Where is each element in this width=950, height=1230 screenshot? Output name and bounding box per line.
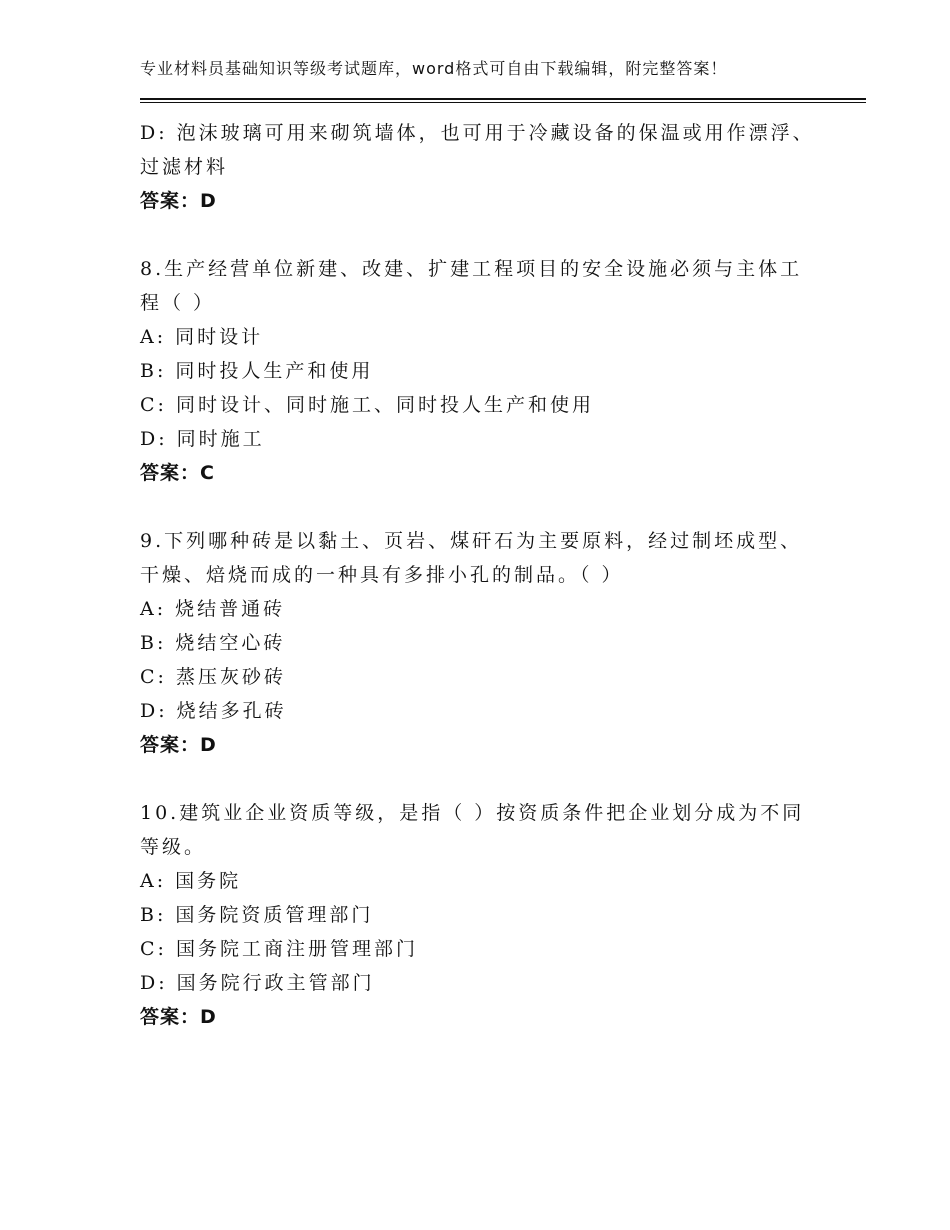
- page-header: 专业材料员基础知识等级考试题库，word格式可自由下载编辑，附完整答案！: [140, 59, 728, 78]
- q8-option-b: B: 同时投人生产和使用: [140, 360, 374, 382]
- header-rule-thick: [140, 98, 866, 100]
- q9-option-c: C: 蒸压灰砂砖: [140, 666, 286, 688]
- q10-stem-line2: 等级。: [140, 836, 207, 858]
- q7-option-d-line1: D: 泡沫玻璃可用来砌筑墙体，也可用于冷藏设备的保温或用作漂浮、: [140, 122, 815, 144]
- q10-option-c: C: 国务院工商注册管理部门: [140, 938, 418, 960]
- q10-stem-line1: 10.建筑业企业资质等级，是指（ ）按资质条件把企业划分成为不同: [140, 802, 805, 824]
- q9-stem-line2: 干燥、焙烧而成的一种具有多排小孔的制品。（ ）: [140, 564, 624, 586]
- q8-option-d: D: 同时施工: [140, 428, 265, 450]
- question-10: [140, 796, 820, 1034]
- spacer: [140, 762, 820, 796]
- q8-answer: 答案：C: [140, 462, 215, 484]
- q9-stem-line1: 9.下列哪种砖是以黏土、页岩、煤矸石为主要原料，经过制坯成型、: [140, 530, 803, 552]
- question-list: [140, 116, 820, 1034]
- q8-stem-line2: 程（ ）: [140, 292, 216, 314]
- q10-option-d: D: 国务院行政主管部门: [140, 972, 375, 994]
- q7-answer: 答案：D: [140, 190, 217, 212]
- q9-option-b: B: 烧结空心砖: [140, 632, 286, 654]
- header-rule-thin: [140, 102, 866, 103]
- q9-option-d: D: 烧结多孔砖: [140, 700, 287, 722]
- question-8: [140, 252, 820, 490]
- q8-option-a: A: 同时设计: [140, 326, 264, 348]
- q9-option-a: A: 烧结普通砖: [140, 598, 286, 620]
- question-9: [140, 524, 820, 762]
- question-7: [140, 116, 820, 218]
- q9-answer: 答案：D: [140, 734, 217, 756]
- q8-stem-line1: 8.生产经营单位新建、改建、扩建工程项目的安全设施必须与主体工: [140, 258, 803, 280]
- q10-option-b: B: 国务院资质管理部门: [140, 904, 374, 926]
- q8-option-c: C: 同时设计、同时施工、同时投人生产和使用: [140, 394, 594, 416]
- q7-option-d-line2: 过滤材料: [140, 156, 229, 178]
- spacer: [140, 490, 820, 524]
- spacer: [140, 218, 820, 252]
- q10-answer: 答案：D: [140, 1006, 217, 1028]
- q10-option-a: A: 国务院: [140, 870, 242, 892]
